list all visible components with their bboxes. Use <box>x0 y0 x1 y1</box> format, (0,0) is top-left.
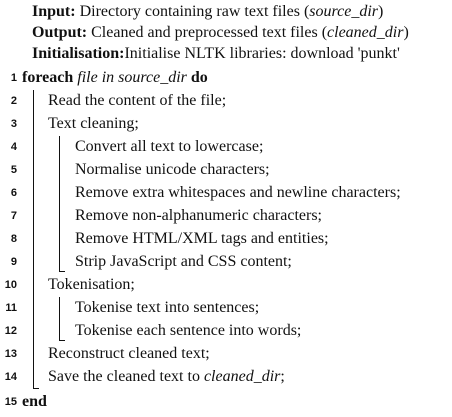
line-text: Normalise unicode characters; <box>75 161 270 178</box>
init-text: Initialise NLTK libraries: download 'punkt' <box>124 45 400 62</box>
init-line <box>32 44 400 64</box>
line-number: 9 <box>10 256 17 268</box>
input-label: Input: <box>32 3 76 20</box>
foreach-block-end <box>33 388 39 389</box>
line-text <box>22 67 208 89</box>
line-number: 13 <box>4 348 17 360</box>
tokenisation-block-end <box>59 340 65 341</box>
line-number: 5 <box>10 164 17 176</box>
line-text: Strip JavaScript and CSS content; <box>75 253 292 270</box>
line-text: Remove HTML/XML tags and entities; <box>75 230 329 247</box>
line-number: 3 <box>10 118 17 130</box>
line-number: 2 <box>10 95 17 107</box>
loop-variable: file in source_dir <box>77 69 187 86</box>
line-text: Remove extra whitespaces and newline characters; <box>75 184 401 201</box>
foreach-keyword: foreach <box>22 69 74 86</box>
output-var: cleaned_dir <box>327 24 404 41</box>
end-keyword: end <box>22 393 47 410</box>
save-var: cleaned_dir <box>203 368 281 385</box>
foreach-block-line <box>33 90 34 388</box>
line-number: 7 <box>10 210 17 222</box>
input-text: Directory containing raw text files ( <box>79 3 310 20</box>
input-close: ) <box>378 3 384 20</box>
input-var: source_dir <box>309 3 379 20</box>
line-number: 14 <box>4 371 17 383</box>
output-close: ) <box>403 24 409 41</box>
line-number: 1 <box>10 72 17 84</box>
tokenisation-block-line <box>59 297 60 340</box>
save-tail: ; <box>280 368 285 385</box>
line-number: 6 <box>10 187 17 199</box>
line-text: Remove non-alphanumeric characters; <box>75 207 322 224</box>
line-number: 11 <box>5 302 17 314</box>
line-number: 8 <box>10 233 17 245</box>
do-keyword: do <box>190 69 208 86</box>
line-text: Convert all text to lowercase; <box>75 138 264 155</box>
line-text: Reconstruct cleaned text; <box>48 345 210 362</box>
line-number: 15 <box>4 396 17 408</box>
cleaning-block-end <box>59 271 65 272</box>
output-label: Output: <box>32 24 88 41</box>
save-text: Save the cleaned text to <box>48 368 204 385</box>
output-line <box>32 23 409 43</box>
line-number: 12 <box>4 325 17 337</box>
line-text <box>48 366 285 388</box>
line-text: Tokenise each sentence into words; <box>75 322 302 339</box>
line-text: Tokenisation; <box>48 276 135 293</box>
line-number: 4 <box>10 141 17 153</box>
line-text: Text cleaning; <box>48 115 139 132</box>
init-label: Initialisation: <box>32 45 125 62</box>
line-text: Tokenise text into sentences; <box>75 299 260 316</box>
line-text: Read the content of the file; <box>48 92 227 109</box>
output-text: Cleaned and preprocessed text files ( <box>91 24 328 41</box>
input-line <box>32 2 383 22</box>
cleaning-block-line <box>59 136 60 271</box>
line-number: 10 <box>4 279 17 291</box>
